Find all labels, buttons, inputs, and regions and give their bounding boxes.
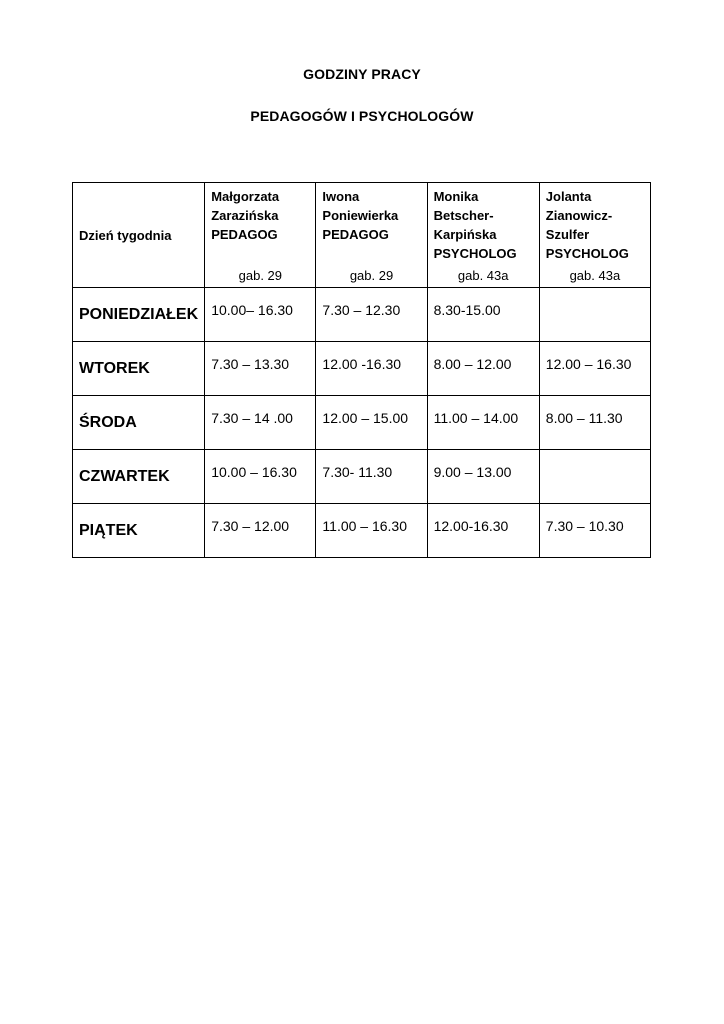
day-column-header: Dzień tygodnia [73,183,205,288]
staff-header [205,183,316,288]
table-header-row [73,183,651,288]
hours-cell [539,288,650,342]
hours-cell: 8.30-15.00 [427,288,539,342]
hours-cell: 8.00 – 11.30 [539,396,650,450]
document-title: GODZINY PRACY [303,66,421,82]
hours-cell: 7.30 – 14 .00 [205,396,316,450]
hours-cell: 12.00-16.30 [427,504,539,558]
staff-header [539,183,650,288]
staff-room: gab. 43a [569,268,621,283]
hours-cell [539,450,650,504]
table-row [73,342,651,396]
hours-cell: 7.30 – 12.30 [316,288,427,342]
hours-cell: 7.30- 11.30 [316,450,427,504]
staff-name: Monika Betscher- Karpińska [433,189,497,242]
hours-cell: 7.30 – 10.30 [539,504,650,558]
day-name: PONIEDZIAŁEK [73,288,205,342]
staff-header [316,183,427,288]
staff-room: gab. 43a [457,268,509,283]
staff-name: Małgorzata Zarazińska [211,189,280,223]
day-name: WTOREK [73,342,205,396]
staff-header [427,183,539,288]
table-row [73,288,651,342]
table-row [73,504,651,558]
staff-room: gab. 29 [349,268,394,283]
hours-cell: 9.00 – 13.00 [427,450,539,504]
staff-name: Iwona Poniewierka [322,189,399,223]
document-subtitle: PEDAGOGÓW I PSYCHOLOGÓW [250,108,474,124]
hours-cell: 10.00 – 16.30 [205,450,316,504]
hours-cell: 12.00 – 15.00 [316,396,427,450]
staff-role: PEDAGOG [322,227,389,242]
staff-role: PSYCHOLOG [433,246,517,261]
table-row [73,450,651,504]
schedule-table [72,182,651,558]
staff-room: gab. 29 [238,268,282,283]
hours-cell: 11.00 – 14.00 [427,396,539,450]
hours-cell: 7.30 – 12.00 [205,504,316,558]
hours-cell: 12.00 -16.30 [316,342,427,396]
staff-name: Jolanta Zianowicz- Szulfer [545,189,613,242]
day-name: ŚRODA [73,396,205,450]
hours-cell: 12.00 – 16.30 [539,342,650,396]
hours-cell: 10.00– 16.30 [205,288,316,342]
staff-role: PSYCHOLOG [545,246,629,261]
day-name: CZWARTEK [73,450,205,504]
table-row [73,396,651,450]
hours-cell: 11.00 – 16.30 [316,504,427,558]
hours-cell: 7.30 – 13.30 [205,342,316,396]
staff-role: PEDAGOG [211,227,278,242]
day-name: PIĄTEK [73,504,205,558]
hours-cell: 8.00 – 12.00 [427,342,539,396]
